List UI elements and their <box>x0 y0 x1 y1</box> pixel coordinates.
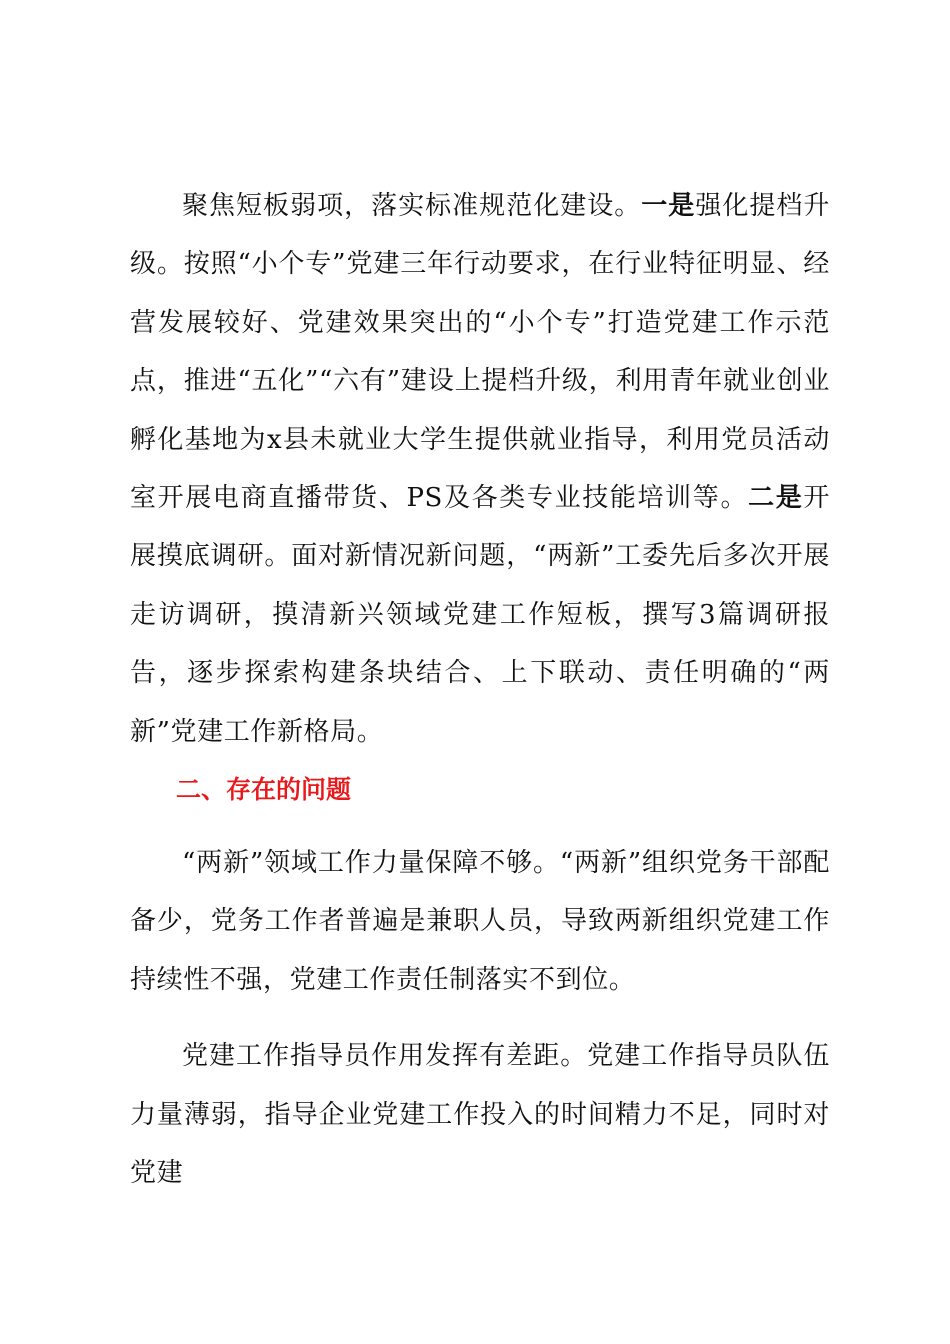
paragraph-standardization <box>130 177 830 761</box>
section-heading: 二、存在的问题 <box>176 775 352 805</box>
second-point-marker: 二是 <box>748 483 804 514</box>
document-page <box>130 177 830 1203</box>
paragraph-staffing-issue: “两新”领域工作力量保障不够。“两新”组织党务干部配备少，党务工作者普遍是兼职人员，导致两新组织党建工作持续性不强，党建工作责任制落实不到位。 <box>130 848 830 995</box>
first-point-marker: 一是 <box>641 191 696 221</box>
second-point-text: 开展摸底调研。面对新情况新问题，“两新”工委先后多次开展走访调研，摸清新兴领域党建工作短板，撰写3篇调研报告，逐步探索构建条块结合、上下联动、责任明确的“两新”党建工作新格局。 <box>130 483 831 747</box>
paragraph-lead-text: 聚焦短板弱项，落实标准规范化建设。 <box>182 191 642 221</box>
first-point-text: 强化提档升级。按照“小个专”党建三年行动要求，在行业特征明显、经营发展较好、党建效果突出的“小个专”打造党建工作示范点，推进“五化”“六有”建设上提档升级，利用青年就业创业孵化基地为x县未就业大学生提供就业指导，利用党员活动室开展电商直播带货、PS及各类专业技能培训等。 <box>130 191 830 514</box>
paragraph-instructor-issue: 党建工作指导员作用发挥有差距。党建工作指导员队伍力量薄弱，指导企业党建工作投入的时间精力不足，同时对党建 <box>130 1041 830 1189</box>
